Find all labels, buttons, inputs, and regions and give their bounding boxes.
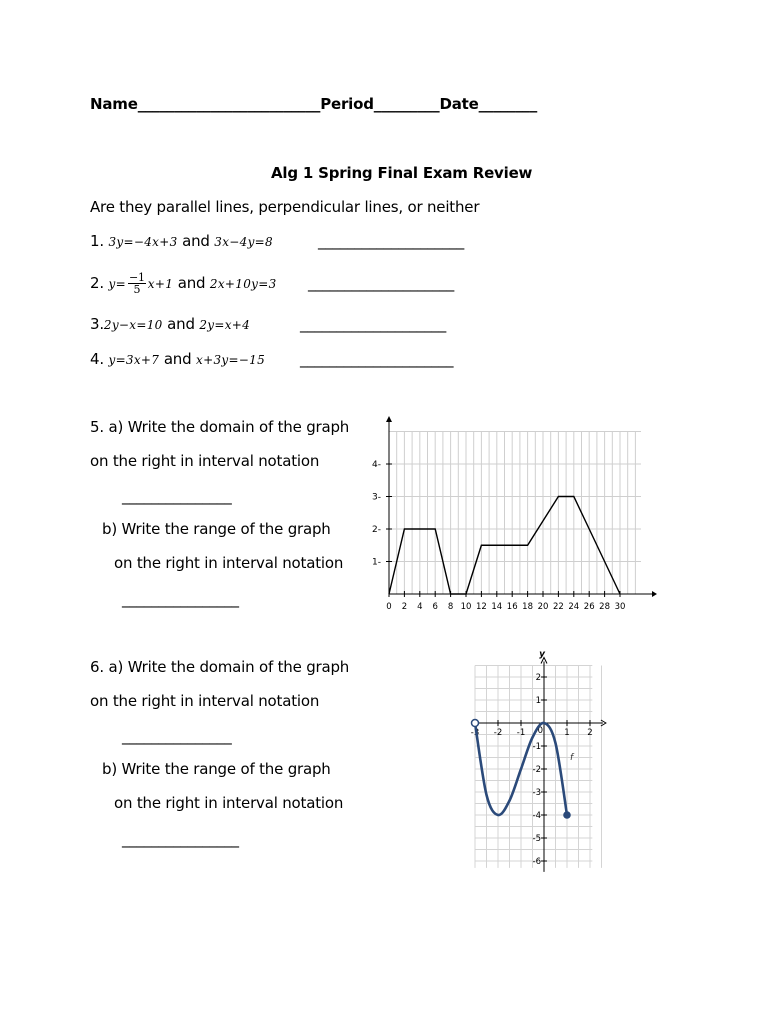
equation-2: 3x−4y=8 xyxy=(214,235,273,249)
x-tick-label: 18 xyxy=(522,602,534,612)
x-tick-label: 26 xyxy=(583,602,595,612)
question-3 xyxy=(90,315,250,333)
y-tick-label: 1 xyxy=(535,696,541,706)
answer-blank-3[interactable]: ____________________ xyxy=(300,315,447,333)
date-label: Date xyxy=(439,95,479,113)
equation-1: 3y=−4x+3 xyxy=(108,235,178,249)
q5-a-blank[interactable]: _______________ xyxy=(122,487,232,505)
equation-2: 2x+10y=3 xyxy=(209,277,277,291)
q6-b-blank[interactable]: ________________ xyxy=(122,830,239,848)
q6-b-line1: b) Write the range of the graph xyxy=(102,760,331,778)
y-tick-label: 3- xyxy=(372,492,381,503)
x-tick-label: 2 xyxy=(587,728,593,738)
question-4 xyxy=(90,350,265,368)
question-number: 2. xyxy=(90,274,104,292)
q6-a-line1: 6. a) Write the domain of the graph xyxy=(90,658,350,676)
x-tick-label: 1 xyxy=(564,728,570,738)
q6-graph xyxy=(360,648,660,876)
equation-1-suffix: x+1 xyxy=(147,277,174,291)
x-tick-label: 10 xyxy=(460,602,472,612)
x-tick-label: 8 xyxy=(447,602,454,612)
and-text: and xyxy=(177,274,206,292)
x-tick-label: -2 xyxy=(493,728,503,738)
equation-2: x+3y=−15 xyxy=(196,353,266,367)
q6-a-blank[interactable]: _______________ xyxy=(122,727,232,745)
name-label: Name xyxy=(90,95,138,113)
open-endpoint xyxy=(472,720,479,727)
x-tick-label: 24 xyxy=(568,602,580,612)
x-tick-label: -3 xyxy=(470,728,480,738)
y-tick-label: -1 xyxy=(532,742,541,752)
fraction-denominator: 5 xyxy=(133,283,141,296)
function-label: f xyxy=(570,752,574,763)
header-line xyxy=(90,95,537,113)
q5-a-line1: 5. a) Write the domain of the graph xyxy=(90,418,350,436)
q5-graph xyxy=(360,412,665,617)
answer-blank-4[interactable]: _____________________ xyxy=(300,350,454,368)
period-blank[interactable]: _________ xyxy=(373,95,440,113)
x-tick-label: 2 xyxy=(401,602,408,612)
and-text: and xyxy=(182,232,210,250)
equation-1: y=3x+7 xyxy=(108,353,160,367)
question-number: 3. xyxy=(90,315,104,333)
x-tick-label: 16 xyxy=(506,602,518,612)
page-title: Alg 1 Spring Final Exam Review xyxy=(271,164,533,182)
x-axis-arrow xyxy=(652,591,657,597)
y-tick-label: -5 xyxy=(532,834,541,844)
y-tick-label: -2 xyxy=(532,765,541,775)
answer-blank-2[interactable]: ____________________ xyxy=(308,274,455,292)
q5-b-line2: on the right in interval notation xyxy=(114,554,344,572)
y-tick-label: 4- xyxy=(372,460,381,470)
equation-1: 2y−x=10 xyxy=(103,318,163,332)
fraction xyxy=(128,272,146,295)
answer-blank-1[interactable]: ____________________ xyxy=(318,232,465,250)
x-tick-label: 28 xyxy=(599,602,611,612)
question-number: 4. xyxy=(90,350,104,368)
y-tick-label: -3 xyxy=(532,788,541,798)
date-blank[interactable]: ________ xyxy=(478,95,537,113)
and-text: and xyxy=(163,350,192,368)
x-tick-label: -1 xyxy=(516,728,526,738)
question-number: 1. xyxy=(90,232,104,250)
x-tick-label: 0 xyxy=(386,602,392,612)
x-tick-label: 12 xyxy=(475,602,487,612)
y-axis-label: y xyxy=(539,649,545,660)
instructions: Are they parallel lines, perpendicular lines, or neither xyxy=(90,198,480,216)
fraction-numerator: −1 xyxy=(128,271,145,284)
x-tick-label: 20 xyxy=(537,602,549,612)
q6-a-line2: on the right in interval notation xyxy=(90,692,320,710)
y-tick-label: 2- xyxy=(372,525,381,535)
q6-b-line2: on the right in interval notation xyxy=(114,794,344,812)
name-blank[interactable]: _________________________ xyxy=(137,95,321,113)
q5-b-blank[interactable]: ________________ xyxy=(122,590,239,608)
equation-1-prefix: y= xyxy=(108,277,126,291)
and-text: and xyxy=(167,315,195,333)
equation-2: 2y=x+4 xyxy=(199,318,251,332)
q5-b-line1: b) Write the range of the graph xyxy=(102,520,331,538)
question-2 xyxy=(90,266,277,301)
q5-a-line2: on the right in interval notation xyxy=(90,452,320,470)
y-tick-label: -4 xyxy=(532,811,541,821)
y-axis-arrow xyxy=(386,416,392,422)
x-tick-label: 14 xyxy=(491,602,503,612)
y-tick-label: -6 xyxy=(532,857,541,867)
x-tick-label: 30 xyxy=(614,602,626,612)
x-tick-label: 22 xyxy=(552,602,564,612)
origin-label: 0 xyxy=(537,726,543,736)
closed-endpoint xyxy=(563,811,571,819)
question-1 xyxy=(90,232,273,250)
x-tick-label: 6 xyxy=(432,602,438,612)
y-tick-label: 2 xyxy=(535,673,541,683)
period-label: Period xyxy=(320,95,374,113)
x-tick-label: 4 xyxy=(417,602,423,612)
y-tick-label: 1- xyxy=(372,557,381,568)
